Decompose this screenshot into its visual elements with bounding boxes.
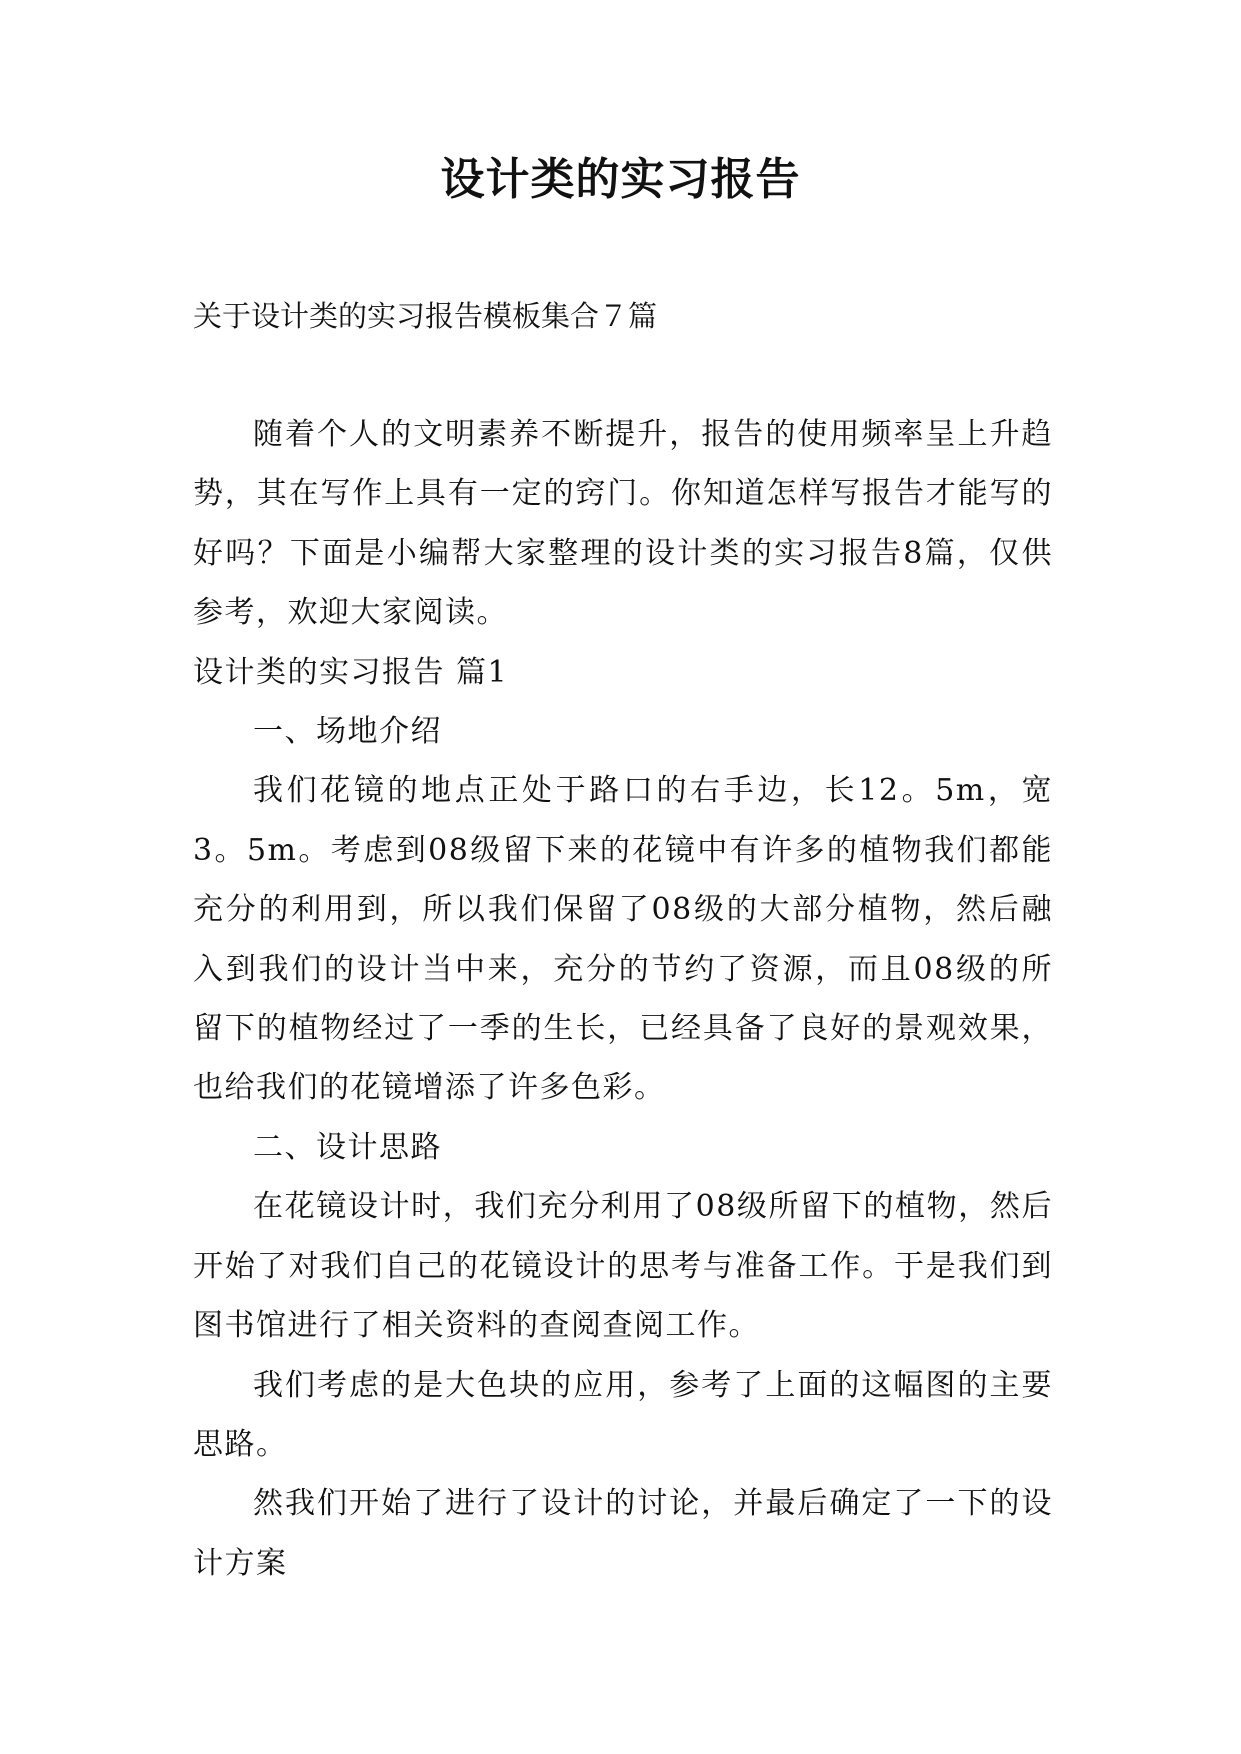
subsection-heading-site: 一、场地介绍 xyxy=(253,714,442,750)
paragraph-site: 我们花镜的地点正处于路口的右手边，长12。5m，宽3。5m。考虑到08级留下来的花镜中有许多的植物我们都能充分的利用到，所以我们保留了08级的大部分植物，然后融入到我们的设计当中来，充分的节约了资源，而且08级的所留下的植物经过了一季的生长，已经具备了良好的景观效果，也给我们的花镜增添了许多色彩。 xyxy=(193,773,1053,1106)
section-heading: 设计类的实习报告 篇1 xyxy=(193,654,509,690)
paragraph-plan: 然我们开始了进行了设计的讨论，并最后确定了一下的设计方案 xyxy=(193,1486,1053,1581)
document-body xyxy=(193,405,1053,1593)
paragraph-intro: 随着个人的文明素养不断提升，报告的使用频率呈上升趋势，其在写作上具有一定的窍门。你知道怎样写报告才能写的好吗？下面是小编帮大家整理的设计类的实习报告8篇，仅供参考，欢迎大家阅读。 xyxy=(193,417,1053,631)
document-subtitle: 关于设计类的实习报告模板集合７篇 xyxy=(193,299,658,333)
paragraph-design: 在花镜设计时，我们充分利用了08级所留下的植物，然后开始了对我们自己的花镜设计的思考与准备工作。于是我们到图书馆进行了相关资料的查阅查阅工作。 xyxy=(193,1189,1053,1344)
document-title: 设计类的实习报告 xyxy=(440,154,801,205)
paragraph-color-blocks: 我们考虑的是大色块的应用，参考了上面的这幅图的主要思路。 xyxy=(193,1367,1053,1462)
subsection-heading-design: 二、设计思路 xyxy=(253,1129,442,1165)
